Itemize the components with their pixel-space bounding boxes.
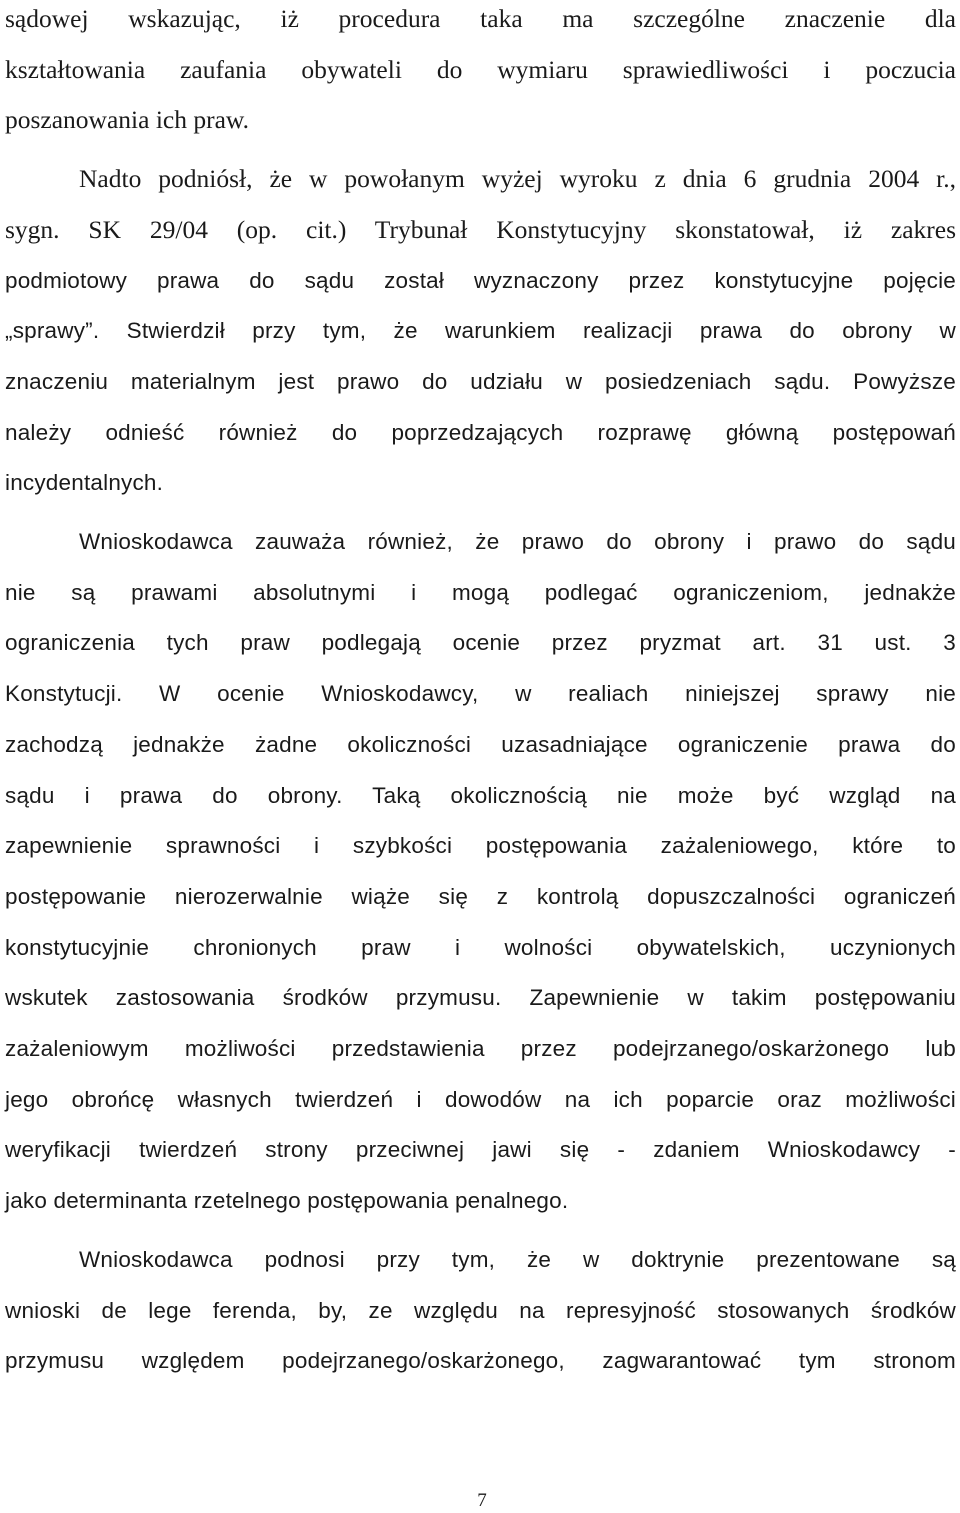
- text-line: incydentalnych.: [5, 470, 164, 496]
- text-line: zażaleniowym możliwości przedstawienia przez podejrzanego/oskarżonego lub: [5, 1036, 956, 1061]
- text-line: przymusu względem podejrzanego/oskarżonego, zagwarantować tym stronom: [5, 1348, 956, 1374]
- text-line: sądowej wskazując, iż procedura taka ma szczególne znaczenie dla: [5, 4, 956, 33]
- text-line: jako determinanta rzetelnego postępowania penalnego.: [5, 1188, 569, 1214]
- text-line: postępowanie nierozerwalnie wiąże się z kontrolą dopuszczalności ograniczeń: [5, 883, 956, 909]
- text-line: sądu i prawa do obrony. Taką okolicznością nie może być wzgląd na: [5, 782, 956, 808]
- text-line: wskutek zastosowania środków przymusu. Zapewnienie w takim postępowaniu: [5, 985, 956, 1011]
- text-line: zapewnienie sprawności i szybkości postępowania zażaleniowego, które to: [5, 833, 956, 859]
- text-line: należy odnieść również do poprzedzających rozprawę główną postępowań: [5, 419, 956, 445]
- text-line: zachodzą jednakże żadne okoliczności uzasadniające ograniczenie prawa do: [5, 731, 956, 757]
- text-line: Konstytucji. W ocenie Wnioskodawcy, w realiach niniejszej sprawy nie: [5, 681, 956, 707]
- text-line: podmiotowy prawa do sądu został wyznaczony przez konstytucyjne pojęcie: [5, 267, 956, 293]
- text-line: nie są prawami absolutnymi i mogą podlegać ograniczeniom, jednakże: [5, 579, 956, 605]
- text-line: „sprawy”. Stwierdził przy tym, że warunkiem realizacji prawa do obrony w: [5, 318, 956, 344]
- text-line: Nadto podniósł, że w powołanym wyżej wyroku z dnia 6 grudnia 2004 r.,: [79, 164, 956, 194]
- text-line: konstytucyjnie chronionych praw i wolności obywatelskich, uczynionych: [5, 934, 956, 960]
- text-line: weryfikacji twierdzeń strony przeciwnej jawi się - zdaniem Wnioskodawcy -: [5, 1137, 956, 1163]
- text-line: ograniczenia tych praw podlegają ocenie przez pryzmat art. 31 ust. 3: [5, 630, 956, 656]
- text-line: sygn. SK 29/04 (op. cit.) Trybunał Konstytucyjny skonstatował, iż zakres: [5, 214, 956, 244]
- text-line: jego obrońcę własnych twierdzeń i dowodów na ich poparcie oraz możliwości: [5, 1086, 956, 1112]
- text-line: znaczeniu materialnym jest prawo do udziału w posiedzeniach sądu. Powyższe: [5, 368, 956, 394]
- text-line: kształtowania zaufania obywateli do wymiaru sprawiedliwości i poczucia: [5, 54, 956, 84]
- text-line: Wnioskodawca zauważa również, że prawo do obrony i prawo do sądu: [79, 529, 956, 554]
- page-number: 7: [477, 1490, 487, 1511]
- text-line: poszanowania ich praw.: [5, 105, 250, 135]
- text-line: Wnioskodawca podnosi przy tym, że w doktrynie prezentowane są: [79, 1246, 956, 1272]
- text-line: wnioski de lege ferenda, by, ze względu na represyjność stosowanych środków: [5, 1297, 956, 1323]
